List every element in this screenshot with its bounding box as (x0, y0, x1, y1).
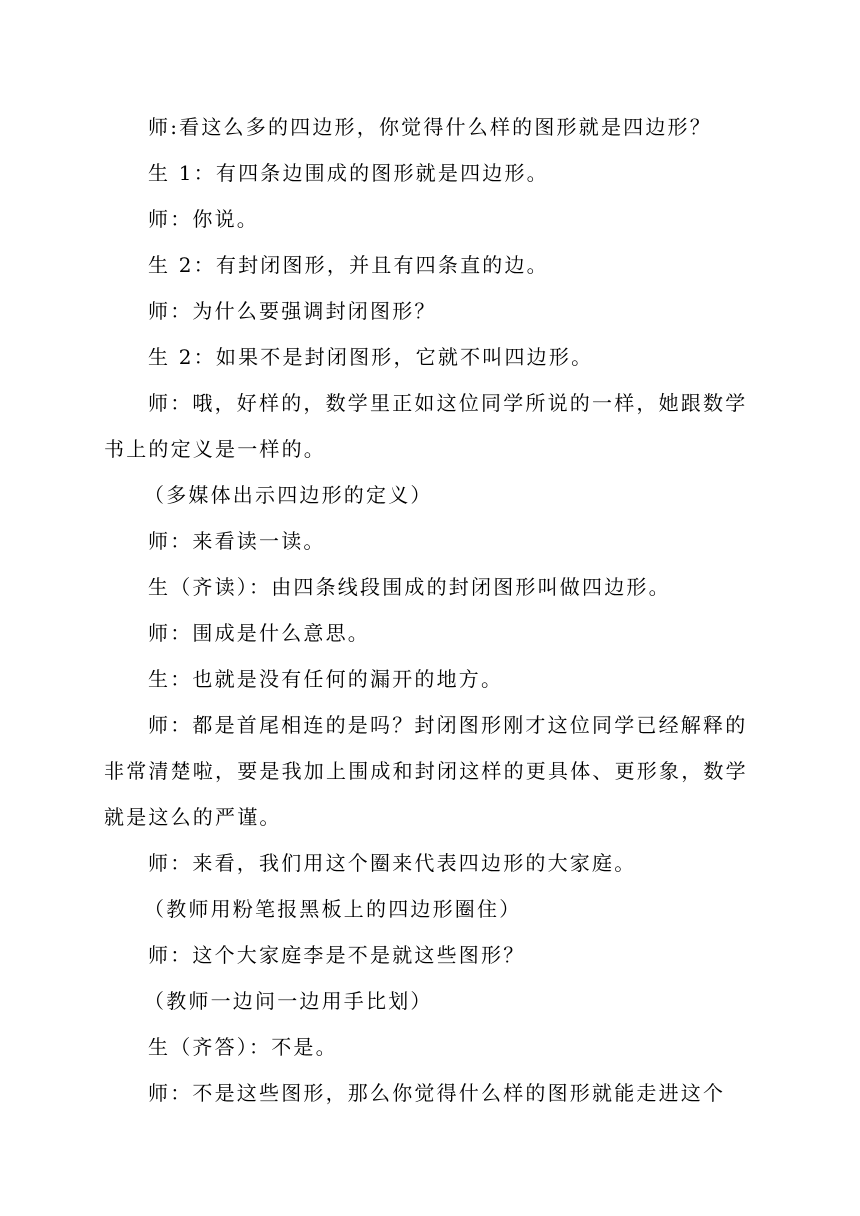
stage-direction-2: （教师用粉笔报黑板上的四边形圈住） (144, 897, 522, 921)
paragraph-19: 师：不是这些图形，那么你觉得什么样的图形就能走进这个 (148, 1081, 726, 1105)
paragraph-4: 生 2：有封闭图形，并且有四条直的边。 (148, 253, 549, 277)
paragraph-10: 生（齐读）：由四条线段围成的封闭图形叫做四边形。 (148, 575, 671, 599)
paragraph-6: 生 2：如果不是封闭图形，它就不叫四边形。 (148, 345, 594, 369)
paragraph-12: 生：也就是没有任何的漏开的地方。 (148, 667, 504, 691)
paragraph-13: 师：都是首尾相连的是吗？封闭图形刚才这位同学已经解释的非常清楚啦，要是我加上围成和封闭这样的更具体、更形象，数学就是这么的严谨。 (104, 713, 748, 829)
paragraph-16: 师：这个大家庭李是不是就这些图形？ (148, 943, 526, 967)
paragraph-18: 生（齐答）：不是。 (148, 1035, 338, 1059)
paragraph-3: 师：你说。 (148, 207, 259, 231)
stage-direction-1: （多媒体出示四边形的定义） (144, 483, 433, 507)
paragraph-14: 师：来看，我们用这个圈来代表四边形的大家庭。 (148, 851, 637, 875)
paragraph-5: 师：为什么要强调封闭图形？ (148, 299, 437, 323)
paragraph-11: 师：围成是什么意思。 (148, 621, 370, 645)
paragraph-1: 师:看这么多的四边形，你觉得什么样的图形就是四边形？ (148, 115, 712, 139)
paragraph-9: 师：来看读一读。 (148, 529, 326, 553)
paragraph-2: 生 1：有四条边围成的图形就是四边形。 (148, 161, 549, 185)
stage-direction-3: （教师一边问一边用手比划） (144, 989, 433, 1013)
paragraph-7: 师：哦，好样的，数学里正如这位同学所说的一样，她跟数学书上的定义是一样的。 (104, 391, 748, 461)
document-page (104, 104, 760, 1116)
